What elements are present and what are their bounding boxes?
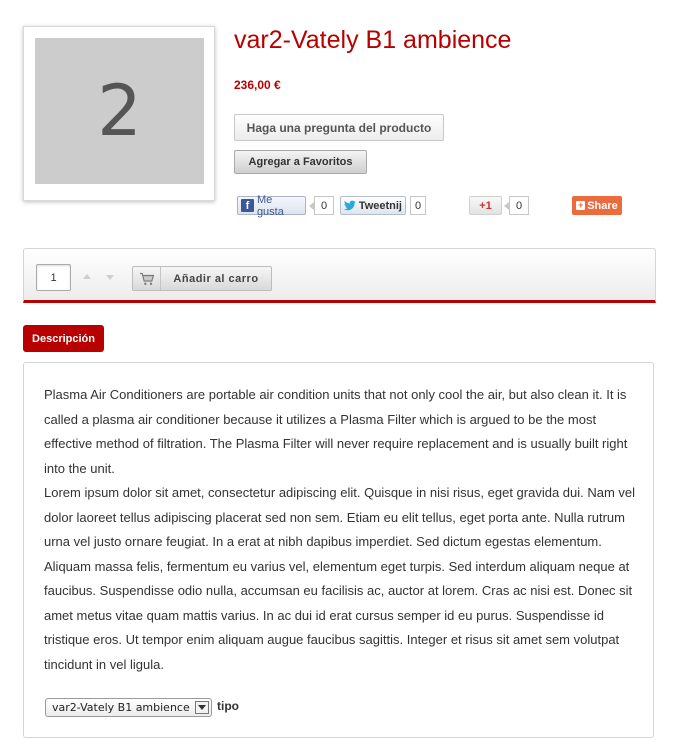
product-image[interactable]: 2 [35,38,204,184]
google-plus-one-button[interactable] [469,196,502,215]
add-to-cart-button[interactable] [132,266,272,291]
google-plus-label: +1 [479,199,492,212]
tweet-count: 0 [410,196,426,215]
variant-selected-value: var2-Vately B1 ambience [52,701,190,714]
facebook-like-label: Me gusta [256,193,284,218]
product-image-frame[interactable] [23,26,215,201]
product-price: 236,00 € [234,78,281,92]
variant-select[interactable] [45,698,212,717]
share-label: Share [587,199,618,212]
quantity-decrease-icon[interactable] [106,275,114,280]
variant-label: tipo [217,699,239,713]
add-to-cart-label: Añadir al carro [173,272,259,285]
facebook-icon: f [241,199,254,212]
ask-question-button[interactable]: Haga una pregunta del producto [234,114,444,141]
quantity-increase-icon[interactable] [83,274,91,279]
description-panel [23,362,654,738]
description-paragraph: Lorem ipsum dolor sit amet, consectetur adipiscing elit. Quisque in nisi risus, eget gravida dui. Nam vel dolor laoreet tellus adipiscing placerat sed non sem. Etiam eu elit tellus, eget porta ante. Nulla rutrum urna vel justo ornare feugiat. In a erat at nibh dapibus imperdiet. Sed dictum egestas elementum. Aliquam massa felis, fermentum eu varius vel, elementum eget turpis. Sed interdum aliquam neque at faucibus. Suspendisse odio nulla, accumsan eu facilisis ac, auctor at lorem. Cras ac nisi est. Donec sit amet metus vitae quam mattis varius. In ac dui id erat cursus semper id eu purus. Suspendisse id tristique eros. Ut tempor enim aliquam augue faucibus sagittis. Integer et risus sit amet sem volutpat tincidunt in vel ligula. [44,485,636,672]
description-text [44,383,636,677]
description-paragraph: Plasma Air Conditioners are portable air condition units that not only cool the air, but also clean it. It is called a plasma air conditioner because it utilizes a Plasma Filter which is argued to be the most effective method of filtration. The Plasma Filter will never require replacement and is usually built right into the unit. [44,387,628,476]
shopping-cart-icon [133,267,161,290]
product-title: var2-Vately B1 ambience [234,26,512,54]
facebook-like-count: 0 [314,196,334,215]
google-plus-count: 0 [509,196,529,215]
add-to-cart-bar [23,248,656,303]
tweet-button[interactable] [340,196,406,215]
quantity-input[interactable]: 1 [36,264,71,291]
twitter-bird-icon [344,200,356,211]
tweet-label: Tweetnij [358,199,402,212]
share-button[interactable] [572,196,622,215]
tab-description[interactable]: Descripción [23,325,104,352]
chevron-down-icon[interactable] [195,701,209,714]
facebook-like-button[interactable] [237,193,306,218]
add-favorites-button[interactable]: Agregar a Favoritos [234,150,367,174]
share-plus-icon: + [578,200,584,210]
